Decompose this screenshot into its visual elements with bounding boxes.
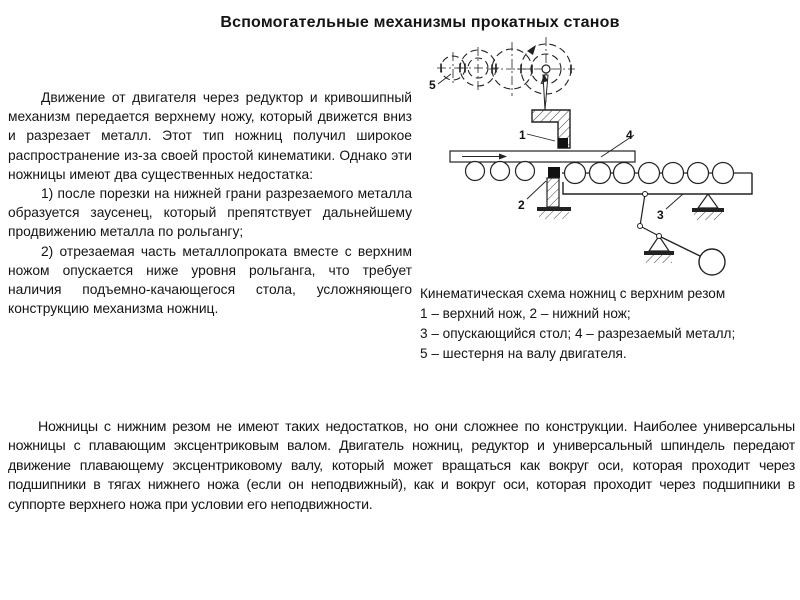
gear-train xyxy=(437,37,575,103)
upper-knife xyxy=(532,110,570,148)
caption-line-3: 5 – шестерня на валу двигателя. xyxy=(420,346,627,361)
shears-kinematic-diagram xyxy=(415,35,800,285)
rotation-arrow-icon xyxy=(527,45,536,55)
counterweight xyxy=(699,249,725,275)
upper-knife-blade xyxy=(558,138,568,148)
summary-text xyxy=(8,418,795,515)
lower-knife-blade xyxy=(548,167,560,178)
summary-paragraph: Ножницы с нижним резом не имеют таких недостатков, но они сложнее по конструкции. Наиболее универсальны ножницы с плавающим эксцентриковым валом. Двигатель ножниц, редуктор и универсальный шпиндель передают движение плавающему эксцентриковому валу, который может вращаться как вокруг оси, которая проходит через подшипники в тягах нижнего ножа (если он неподвижный), как и вокруг оси, которая проходит через подшипники в суппорте верхнего ножа при условии его неподвижности. xyxy=(8,419,795,513)
caption-line-1: 1 – верхний нож, 2 – нижний нож; xyxy=(420,306,631,321)
connecting-rod xyxy=(541,65,550,110)
label-2: 2 xyxy=(518,198,525,212)
figure-caption xyxy=(420,284,798,364)
label-5: 5 xyxy=(429,78,436,92)
label-4: 4 xyxy=(626,128,633,142)
rollgang-rollers xyxy=(466,162,535,181)
crank-pin xyxy=(542,65,550,73)
drawback-1-paragraph: 1) после порезки на нижней грани разрезаемого металла образуется заусенец, который препятствует дальнейшему продвижению металла по рольгангу; xyxy=(8,186,412,240)
caption-title: Кинематическая схема ножниц с верхним резом xyxy=(420,286,726,301)
drawback-2-paragraph: 2) отрезаемая часть металлопроката вместе с верхним ножом опускается ниже уровня рольганга, что требует наличия подъемно-качающегося стола, усложняющего конструкцию механизма ножниц. xyxy=(8,243,412,317)
table-pivot-support xyxy=(692,194,724,220)
label-3: 3 xyxy=(657,208,664,222)
caption-line-2: 3 – опускающийся стол; 4 – разрезаемый металл; xyxy=(420,326,736,341)
slide-title: Вспомогательные механизмы прокатных станов xyxy=(220,14,620,31)
intro-paragraph: Движение от двигателя через редуктор и кривошипный механизм передается верхнему ножу, который движется вниз и разрезает металл. Этот тип ножниц получил широкое распространение из-за своей простой кинематики. Однако эти ножницы имеют два существенных недостатка: xyxy=(8,90,412,182)
label-1: 1 xyxy=(519,128,526,142)
body-text-column xyxy=(8,88,412,318)
